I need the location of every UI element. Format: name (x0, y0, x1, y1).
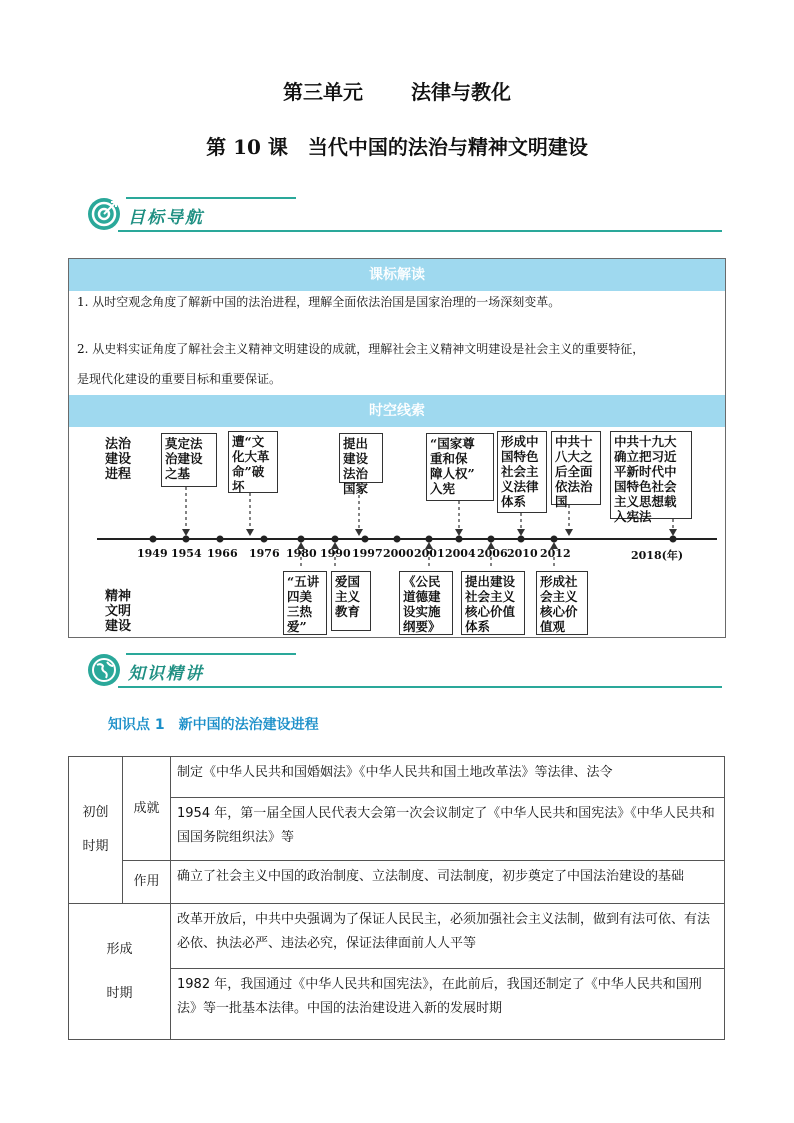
year-label: 1990 (320, 547, 351, 560)
period-label: 时期 (82, 839, 109, 854)
year-label: 2018(年) (631, 549, 684, 562)
event-box-2001: 《公民 道德建 设实施 纲要》 (399, 571, 453, 635)
goals-section-header (88, 194, 722, 234)
table-row (69, 861, 725, 904)
formation-item-2: 1982 年，我国通过《中华人民共和国宪法》，在此前后，我国还制定了《中华人民共和国刑法》等一批基本法律。中国的法治建设进入新的发展时期 (171, 969, 725, 1040)
event-box-1990: 爱国 主义 教育 (331, 571, 371, 631)
knowledge-section-header (88, 650, 722, 690)
year-label: 2006 (477, 547, 508, 560)
achievement-item-2: 1954 年，第一届全国人民代表大会第一次会议制定了《中华人民共和国宪法》《中华人民共和国国务院组织法》等 (171, 798, 725, 861)
event-box-2004: “国家尊 重和保 障人权” 入宪 (426, 433, 494, 501)
year-label: 2001 (414, 547, 445, 560)
event-box-2010: 形成中 国特色 社会主 义法律 体系 (497, 431, 547, 513)
unit-name: 法律与教化 (411, 80, 511, 104)
header-rule-top (126, 197, 296, 199)
event-box-1997: 提出 建设 法治 国家 (339, 433, 383, 483)
period-cell-formation (69, 904, 171, 1040)
knowledge-section-title: 知识精讲 (128, 664, 204, 684)
event-box-2018: 中共十九大 确立把习近 平新时代中 国特色社会 主义思想载 入宪法 (610, 431, 692, 519)
year-label: 1980 (286, 547, 317, 560)
event-box-1954: 莫定法 治建设 之基 (161, 433, 217, 487)
year-label: 2000 (383, 547, 414, 560)
lower-track-label: 精神 文明 建设 (105, 589, 132, 634)
goals-section-title: 目标导航 (128, 208, 204, 228)
header-rule-bottom (118, 686, 722, 688)
lesson-title: 第 10 课 当代中国的法治与精神文明建设 (206, 135, 588, 159)
formation-item-1: 改革开放后，中共中央强调为了保证人民民主，必须加强社会主义法制，做到有法可依、有法必依、执法必严、违法必究，保证法律面前人人平等 (171, 904, 725, 969)
event-box-1980: “五讲 四美 三热 爱” (283, 571, 327, 635)
event-box-2006: 提出建设 社会主义 核心价值 体系 (461, 571, 525, 635)
table-row (69, 904, 725, 969)
standards-box (68, 258, 726, 638)
period-label: 初创 (82, 805, 109, 820)
header-rule-top (126, 653, 296, 655)
table-row (69, 757, 725, 798)
year-label: 1997 (352, 547, 383, 560)
timeline-heading: 时空线索 (69, 395, 725, 427)
globe-icon (88, 654, 120, 686)
header-rule-bottom (118, 230, 722, 232)
unit-title (0, 76, 794, 105)
standard-item-2-line-1: 2. 从史料实证角度了解社会主义精神文明建设的成就，理解社会主义精神文明建设是社会主义的重要特征， (77, 342, 645, 356)
period-cell-initial (69, 757, 123, 904)
achievement-label: 成就 (123, 757, 171, 861)
year-label: 1949 (137, 547, 168, 560)
knowledge-table (68, 756, 725, 1040)
event-box-2012-upper: 中共十 八大之 后全面 依法治 国 (551, 431, 601, 505)
event-box-2012-lower: 形成社 会主义 核心价 值观 (536, 571, 588, 635)
unit-number: 第三单元 (283, 80, 363, 104)
year-label: 1954 (171, 547, 202, 560)
target-icon (88, 198, 120, 230)
period-label: 形成 (106, 941, 133, 957)
year-label: 2004 (445, 547, 476, 560)
standard-item-1: 1. 从时空观念角度了解新中国的法治进程，理解全面依法治国是国家治理的一场深刻变革。 (77, 295, 561, 309)
effect-text: 确立了社会主义中国的政治制度、立法制度、司法制度，初步奠定了中国法治建设的基础 (171, 861, 725, 904)
year-label: 1976 (249, 547, 280, 560)
period-label: 时期 (106, 985, 133, 1001)
achievement-item-1: 制定《中华人民共和国婚姻法》《中华人民共和国土地改革法》等法律、法令 (171, 757, 725, 798)
upper-track-label: 法治 建设 进程 (105, 437, 132, 482)
standard-item-2-line-2: 是现代化建设的重要目标和重要保证。 (77, 372, 282, 386)
standards-heading: 课标解读 (69, 259, 725, 291)
knowledge-point-title: 知识点 1 新中国的法治建设进程 (108, 717, 319, 733)
effect-label: 作用 (123, 861, 171, 904)
year-label: 2010 (507, 547, 538, 560)
year-label: 1966 (207, 547, 238, 560)
year-label: 2012 (540, 547, 571, 560)
event-box-1966: 遭“文 化大革 命”破 坏 (228, 431, 278, 493)
